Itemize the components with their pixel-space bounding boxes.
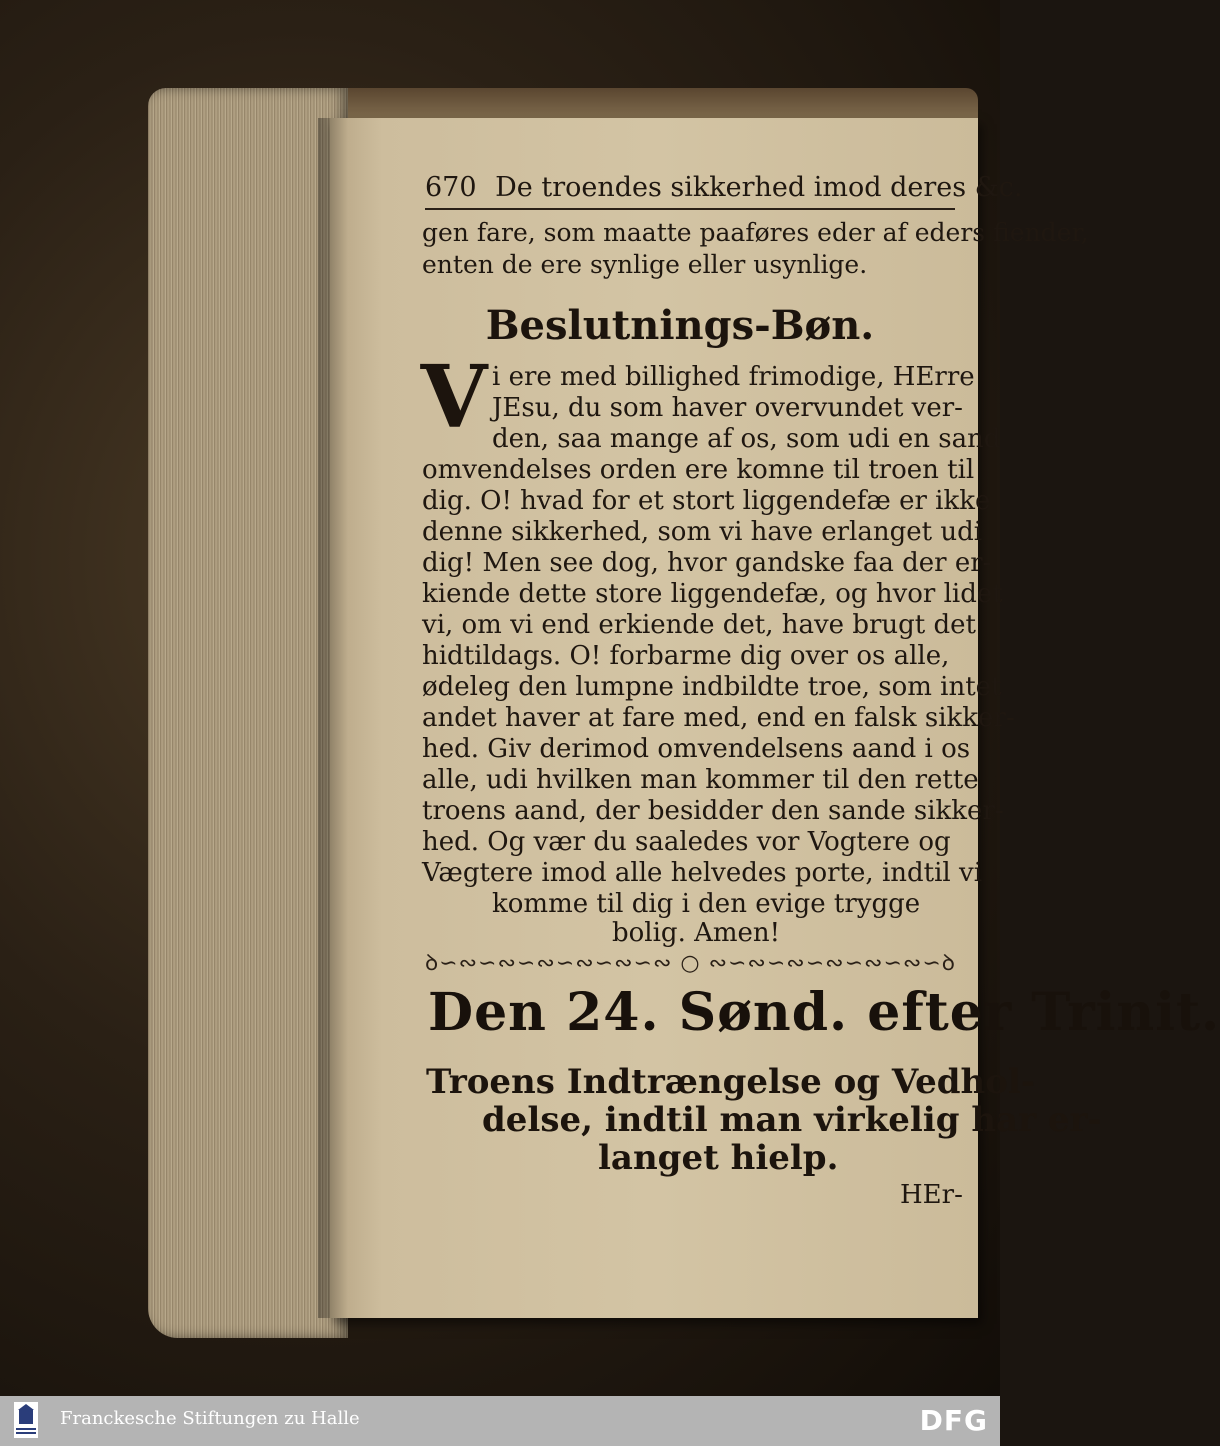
page-number: 670	[425, 172, 477, 203]
prayer-line: dig! Men see dog, hvor gandske faa der er-	[422, 548, 992, 578]
prayer-line: alle, udi hvilken man kommer til den rette	[422, 765, 979, 795]
running-head	[425, 172, 1023, 208]
spine-shadow	[318, 118, 348, 1318]
prayer-line: den, saa mange af os, som udi en sand	[492, 424, 1001, 454]
sunday-heading: Den 24. Sønd. efter Trinit.	[428, 982, 1220, 1043]
prayer-line: bolig. Amen!	[612, 918, 781, 948]
prayer-line: hidtildags. O! forbarme dig over os alle,	[422, 641, 950, 671]
institution-name: Franckesche Stiftungen zu Halle	[60, 1408, 360, 1429]
prayer-line: hed. Giv derimod omvendelsens aand i os	[422, 734, 971, 764]
dfg-logo: DFG	[919, 1404, 988, 1437]
sermon-title-line: delse, indtil man virkelig har er-	[482, 1100, 1102, 1140]
prayer-line: JEsu, du som haver overvundet ver-	[492, 393, 963, 423]
prayer-line: hed. Og vær du saaledes vor Vogtere og	[422, 827, 951, 857]
prayer-line: ødeleg den lumpne indbildte troe, som intet	[422, 672, 1002, 702]
prayer-line: andet haver at fare med, end en falsk sikker-	[422, 703, 1015, 733]
footer-bar	[0, 1396, 1000, 1446]
prayer-line: Vægtere imod alle helvedes porte, indtil vi	[422, 858, 983, 888]
prayer-line: omvendelses orden ere komne til troen til	[422, 455, 975, 485]
header-rule	[425, 208, 955, 210]
continuation-line: gen fare, som maatte paaføres eder af eders fiender,	[422, 218, 1089, 247]
prayer-line: troens aand, der besidder den sande sikker-	[422, 796, 1004, 826]
prayer-line: i ere med billighed frimodige, HErre	[492, 362, 975, 392]
prayer-line: vi, om vi end erkiende det, have brugt det	[422, 610, 976, 640]
prayer-line: dig. O! hvad for et stort liggendefæ er ikke	[422, 486, 991, 516]
section-heading: Beslutnings-Bøn.	[485, 302, 875, 349]
prayer-line: denne sikkerhed, som vi have erlanget udi	[422, 517, 983, 547]
running-head-title: De troendes sikkerhed imod deres &c.	[495, 172, 1023, 203]
catchword: HEr-	[900, 1180, 963, 1210]
sermon-title-line: Troens Indtrængelse og Vedhol-	[426, 1062, 1035, 1102]
ornamental-divider: ꝺ∽∾∽∾∽∾∽∾∽∾∽∾ ○ ∾∽∾∽∾∽∾∽∾∽∾∽ꝺ	[425, 951, 956, 976]
prayer-line: kiende dette store liggendefæ, og hvor lidet	[422, 579, 1003, 609]
foundation-logo-icon	[14, 1402, 38, 1438]
continuation-line: enten de ere synlige eller usynlige.	[422, 250, 868, 279]
prayer-line: komme til dig i den evige trygge	[492, 889, 921, 919]
sermon-title-line: langet hielp.	[598, 1138, 839, 1178]
drop-cap: V	[420, 347, 488, 448]
